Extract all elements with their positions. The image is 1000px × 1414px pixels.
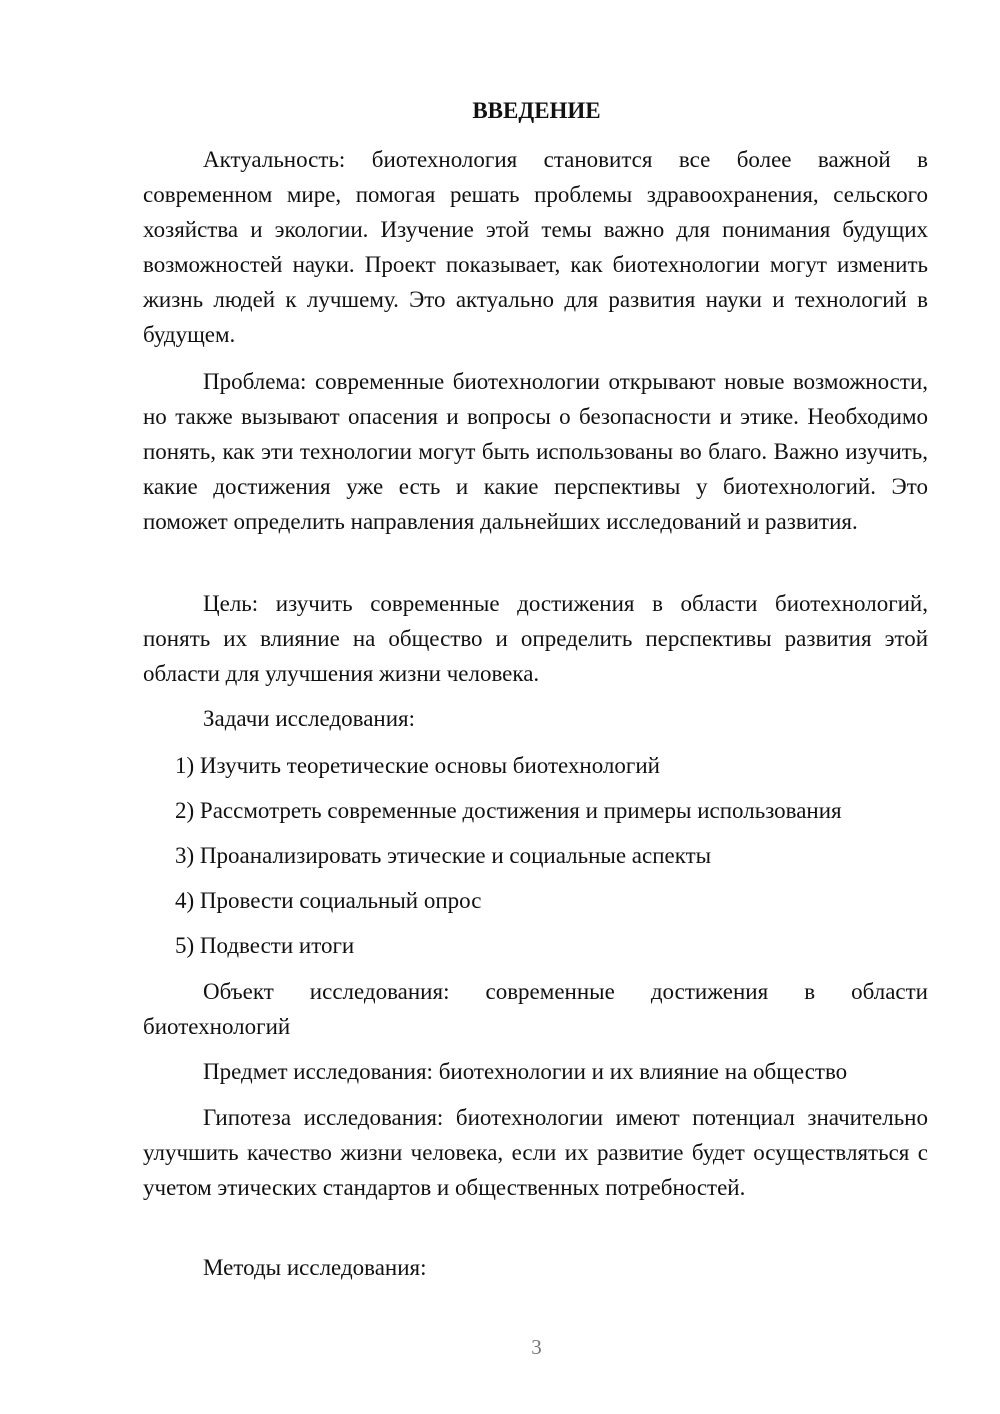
- methods-heading: Методы исследования:: [203, 1255, 427, 1280]
- page-number: 3: [531, 1335, 542, 1359]
- paragraph-object: Объект исследования: современные достижения в области биотехнологий: [143, 979, 928, 1039]
- paragraph-hypothesis: Гипотеза исследования: биотехнологии имеют потенциал значительно улучшить качество жизни человека, если их развитие будет осуществляться с учетом этических стандартов и общественных потребностей.: [143, 1105, 928, 1200]
- page-title: ВВЕДЕНИЕ: [472, 98, 601, 123]
- paragraph-subject: Предмет исследования: биотехнологии и их влияние на общество: [203, 1059, 848, 1084]
- task-item-2: 2) Рассмотреть современные достижения и примеры использования: [175, 798, 842, 823]
- task-item-1: 1) Изучить теоретические основы биотехнологий: [175, 753, 660, 778]
- paragraph-goal: Цель: изучить современные достижения в области биотехнологий, понять их влияние на общество и определить перспективы развития этой области для улучшения жизни человека.: [143, 591, 928, 686]
- task-item-3: 3) Проанализировать этические и социальные аспекты: [175, 843, 712, 868]
- paragraph-problem: Проблема: современные биотехнологии открывают новые возможности, но также вызывают опасения и вопросы о безопасности и этике. Необходимо понять, как эти технологии могут быть использованы во благо. Важно изучить, какие достижения уже есть и какие перспективы у биотехнологий. Это поможет определить направления дальнейших исследований и развития.: [143, 369, 928, 534]
- tasks-heading: Задачи исследования:: [203, 706, 416, 731]
- task-item-4: 4) Провести социальный опрос: [175, 888, 482, 913]
- task-item-5: 5) Подвести итоги: [175, 933, 355, 958]
- paragraph-relevance: Актуальность: биотехнология становится все более важной в современном мире, помогая решать проблемы здравоохранения, сельского хозяйства и экологии. Изучение этой темы важно для понимания будущих возможностей науки. Проект показывает, как биотехнологии могут изменить жизнь людей к лучшему. Это актуально для развития науки и технологий в будущем.: [143, 147, 928, 347]
